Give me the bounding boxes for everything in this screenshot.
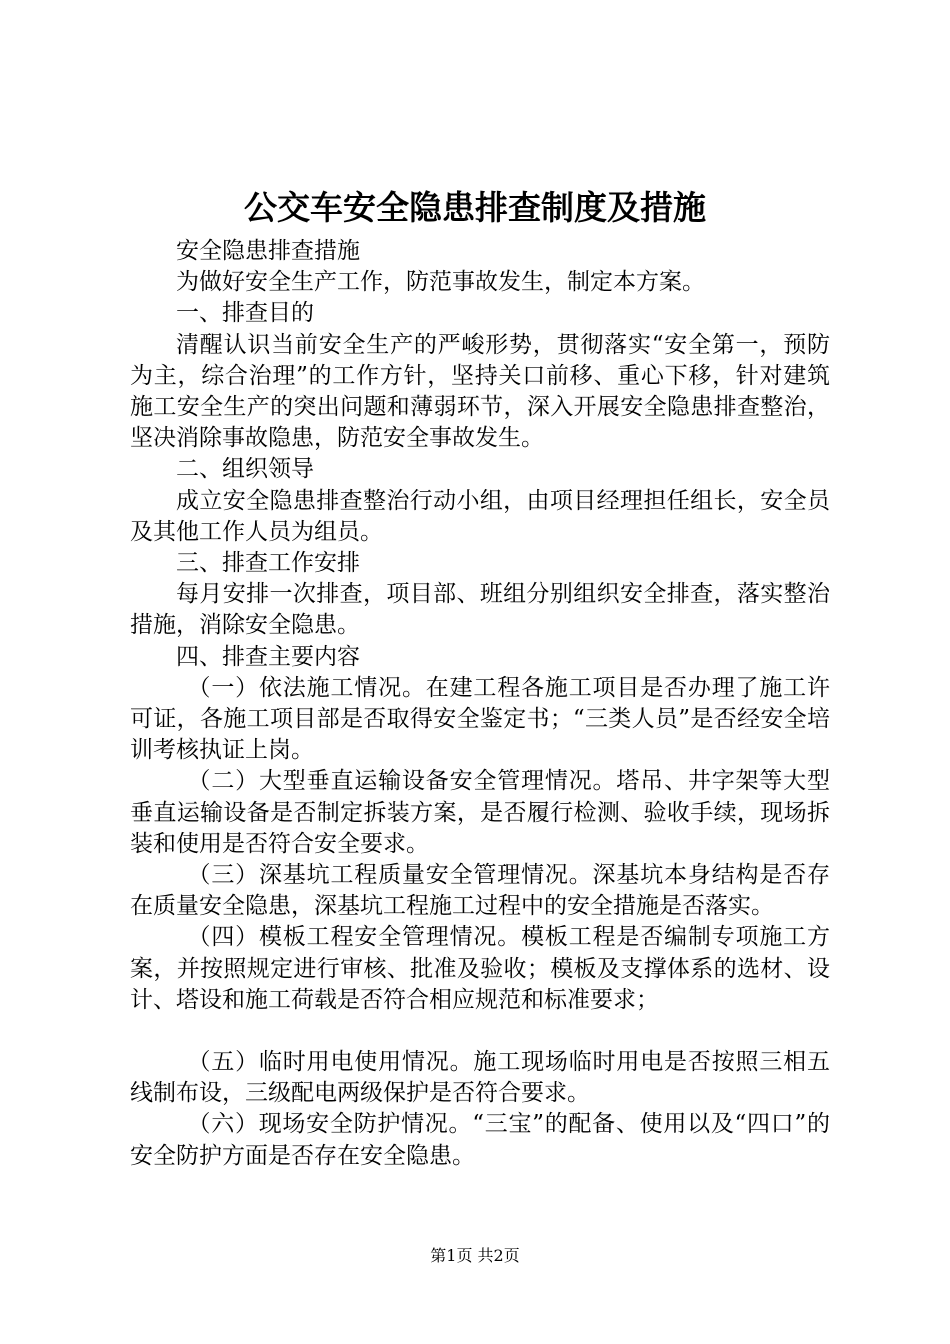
section-heading-arrangement: 三、排查工作安排	[176, 550, 360, 577]
paragraph-heading-measures: 安全隐患排查措施	[176, 238, 360, 264]
paragraph-item-1: （一）依法施工情况。在建工程各施工项目是否办理了施工许可证，各施工项目部是否取得安全鉴定书；“三类人员”是否经安全培训考核执证上岗。	[130, 674, 830, 764]
paragraph-item-4: （四）模板工程安全管理情况。模板工程是否编制专项施工方案，并按照规定进行审核、批准及验收；模板及支撑体系的选材、设计、塔设和施工荷载是否符合相应规范和标准要求；	[130, 924, 830, 1013]
paragraph-item-5: （五）临时用电使用情况。施工现场临时用电是否按照三相五线制布设，三级配电两级保护是否符合要求。	[130, 1049, 830, 1107]
paragraph-item-6: （六）现场安全防护情况。“三宝”的配备、使用以及“四口”的安全防护方面是否存在安全隐患。	[130, 1111, 830, 1169]
paragraph-item-2: （二）大型垂直运输设备安全管理情况。塔吊、井字架等大型垂直运输设备是否制定拆装方案，是否履行检测、验收手续，现场拆装和使用是否符合安全要求。	[130, 768, 830, 857]
section-heading-organization: 二、组织领导	[176, 456, 314, 483]
paragraph-arrangement: 每月安排一次排查，项目部、班组分别组织安全排查，落实整治措施，消除安全隐患。	[130, 581, 830, 639]
section-heading-purpose: 一、排查目的	[176, 300, 314, 327]
section-heading-contents: 四、排查主要内容	[176, 643, 360, 670]
paragraph-intro: 为做好安全生产工作，防范事故发生，制定本方案。	[176, 269, 705, 296]
paragraph-item-3: （三）深基坑工程质量安全管理情况。深基坑本身结构是否存在质量安全隐患，深基坑工程施工过程中的安全措施是否落实。	[130, 862, 830, 920]
document-title: 公交车安全隐患排查制度及措施	[244, 188, 706, 227]
paragraph-gap	[130, 1016, 830, 1047]
paragraph-organization: 成立安全隐患排查整治行动小组，由项目经理担任组长，安全员及其他工作人员为组员。	[130, 487, 830, 545]
page-footer: 第1页 共2页	[430, 1246, 520, 1265]
paragraph-purpose: 清醒认识当前安全生产的严峻形势，贯彻落实“安全第一，预防为主，综合治理”的工作方针，坚持关口前移、重心下移，针对建筑施工安全生产的突出问题和薄弱环节，深入开展安全隐患排查整治，坚决消除事故隐患，防范安全事故发生。	[130, 331, 830, 452]
document-body	[130, 236, 830, 1172]
